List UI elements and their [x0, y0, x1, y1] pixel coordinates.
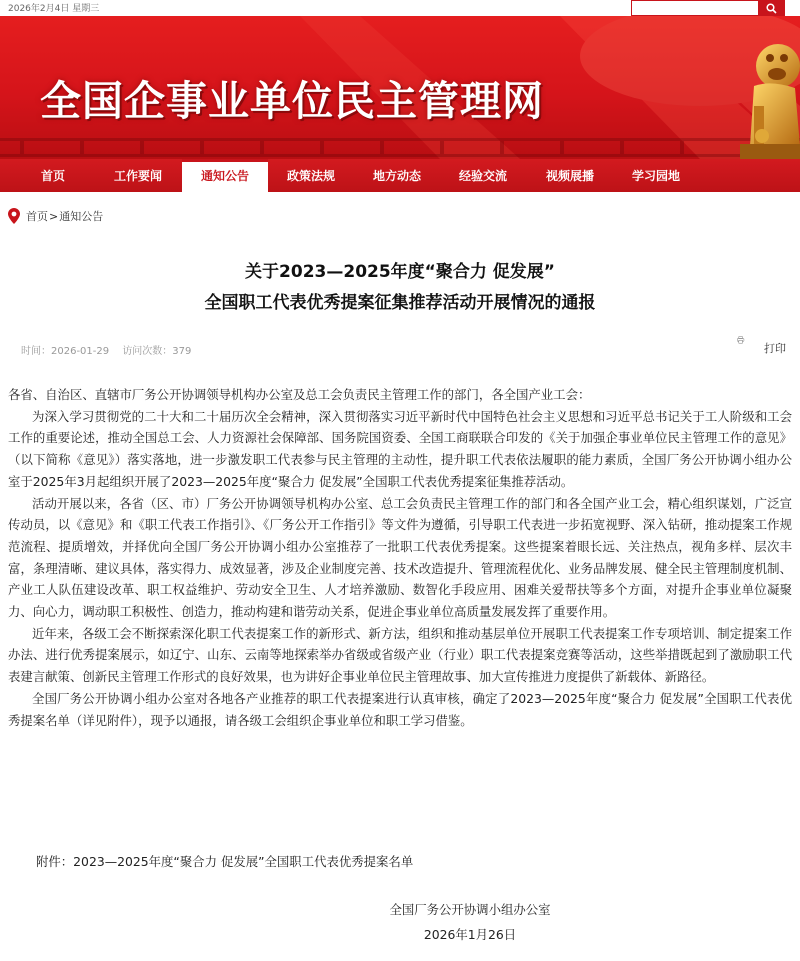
article-title-line1: 关于2023—2025年度“聚合力 促发展”	[245, 262, 555, 282]
nav-item-home[interactable]: 首页	[40, 169, 65, 183]
nav-item-work-news[interactable]: 工作要闻	[113, 169, 162, 183]
article-paragraph: 近年来，各级工会不断探索深化职工代表提案工作的新形式、新方法，组织和推动基层单位开展职工代表提案工作专项培训、制定提案工作办法、进行优秀提案展示，如辽宁、山东、云南等地探索举办省级或省级产业（行业）职工代表提案竞赛等活动，这些举措既起到了激励职工代表建言献策、创新民主管理工作形式的良好效果，也为讲好企事业单位民主管理故事、加大宣传推进力度提供了新载体、新路径。	[8, 625, 792, 685]
nav-item-videos[interactable]: 视频展播	[545, 169, 594, 183]
nav-item-study[interactable]: 学习园地	[631, 169, 680, 183]
article-paragraph: 活动开展以来，各省（区、市）厂务公开协调领导机构办公室、总工会负责民主管理工作的部门和各全国产业工会，精心组织谋划，广泛宣传动员，以《意见》和《职工代表工作指引》、《厂务公开工作指引》等文件为遵循，引导职工代表进一步拓宽视野、深入钻研，推动提案工作规范流程、提质增效，并择优向全国厂务公开协调小组办公室推荐了一批职工代表优秀提案。这些提案着眼长远、关注热点，视角多样、层次丰富，条理清晰、建议具体，落实得力、成效显著，涉及企业制度完善、技术改造提升、管理流程优化、业务品牌发展、健全民主管理制度机制、产业工人队伍建设改革、职工权益维护、劳动安全卫生、人才培养激励、数智化手段应用、困难关爱帮扶等多个方面，对提升企事业单位凝聚力、向心力，调动职工积极性、创造力，推动构建和谐劳动关系，促进企事业单位高质量发展发挥了重要作用。	[8, 495, 792, 620]
visit-count: 访问次数：379	[122, 346, 192, 357]
article-paragraph: 各省、自治区、直辖市厂务公开协调领导机构办公室及总工会负责民主管理工作的部门，各全国产业工会：	[8, 387, 591, 402]
main-nav	[0, 159, 800, 192]
signature-date: 2026年1月26日	[423, 927, 517, 942]
breadcrumb-home[interactable]: 首页	[26, 210, 48, 223]
search-input[interactable]	[631, 0, 758, 16]
search-box	[631, 0, 785, 16]
article-meta	[21, 342, 201, 357]
location-pin-icon	[8, 208, 20, 224]
search-icon	[766, 3, 777, 14]
site-title: 全国企事业单位民主管理网	[40, 77, 544, 125]
article-paragraph: 为深入学习贯彻党的二十大和二十届历次全会精神，深入贯彻落实习近平新时代中国特色社会主义思想和习近平总书记关于工人阶级和工会工作的重要论述，推动全国总工会、人力资源社会保障部、国务院国资委、全国工商联联合印发的《关于加强企事业单位民主管理工作的意见》（以下简称《意见》）落实落地，进一步激发职工代表参与民主管理的主动性，提升职工代表依法履职的能力素质，全国厂务公开协调小组办公室于2025年3月起组织开展了2023—2025年度“聚合力 促发展”全国职工代表优秀提案征集推荐活动。	[8, 408, 792, 489]
printer-icon[interactable]	[737, 331, 757, 351]
railing-decoration	[0, 134, 800, 159]
print-button[interactable]: 打印	[764, 342, 786, 355]
publish-time: 时间：2026-01-29	[21, 346, 110, 357]
stone-lion-icon	[740, 36, 800, 159]
site-banner	[0, 16, 800, 159]
current-date: 2026年2月4日 星期三	[8, 4, 100, 14]
nav-item-policies[interactable]: 政策法规	[286, 169, 335, 183]
breadcrumb-separator: >	[49, 209, 59, 223]
article-title-line2: 全国职工代表优秀提案征集推荐活动开展情况的通报	[204, 293, 596, 313]
breadcrumb	[8, 207, 103, 225]
signature-org: 全国厂务公开协调小组办公室	[389, 902, 551, 917]
top-bar	[0, 0, 800, 16]
nav-item-notices[interactable]: 通知公告	[182, 159, 268, 192]
article-paragraph: 全国厂务公开协调小组办公室对各地各产业推荐的职工代表提案进行认真审核，确定了2023—2025年度“聚合力 促发展”全国职工代表优秀提案名单（详见附件），现予以通报，请各级工会组织企事业单位和职工学习借鉴。	[8, 690, 792, 728]
breadcrumb-current[interactable]: 通知公告	[59, 210, 104, 223]
article-body	[8, 384, 792, 731]
search-button[interactable]	[758, 0, 785, 16]
nav-item-experience[interactable]: 经验交流	[458, 169, 507, 183]
nav-item-local-news[interactable]: 地方动态	[372, 169, 421, 183]
attachment-line: 附件：2023—2025年度“聚合力 促发展”全国职工代表优秀提案名单	[36, 854, 414, 869]
